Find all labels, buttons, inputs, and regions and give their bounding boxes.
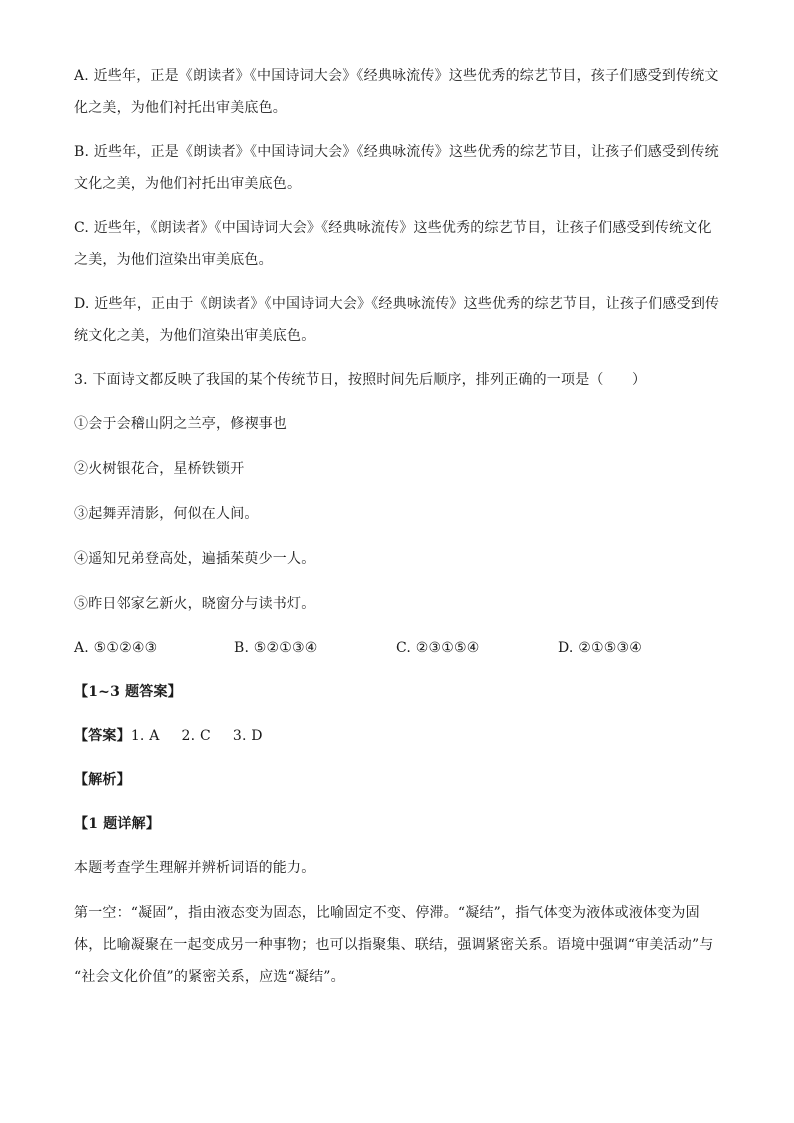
q3-option-d: D. ②①⑤③④ <box>558 640 642 656</box>
q2-option-d <box>74 288 722 352</box>
q2-option-d-line2: 统文化之美，为他们渲染出审美底色。 <box>74 328 316 344</box>
answer-section-heading <box>74 676 722 708</box>
detail-heading <box>74 808 722 840</box>
analysis-intro <box>74 852 722 884</box>
analysis-paragraph <box>74 897 722 993</box>
q3-option-a: A. ⑤①②④③ <box>74 640 158 656</box>
q3-stem <box>74 364 722 396</box>
q2-option-c-line1: C. 近些年，《朗读者》《中国诗词大会》《经典咏流传》这些优秀的综艺节目，让孩子们感受到传统文化 <box>74 220 712 236</box>
q3-item-text: ⑤昨日邻家乞新火，晓窗分与读书灯。 <box>74 596 316 612</box>
q3-options-row <box>74 632 722 664</box>
q2-option-a <box>74 60 722 124</box>
q3-item-1 <box>74 408 722 440</box>
answer-line <box>74 720 722 752</box>
q2-option-c <box>74 212 722 276</box>
q3-item-3 <box>74 498 722 530</box>
q3-item-text: ①会于会稽山阴之兰亭，修禊事也 <box>74 416 287 432</box>
q3-stem-text: 3. 下面诗文都反映了我国的某个传统节日，按照时间先后顺序，排列正确的一项是（ ） <box>74 372 647 388</box>
answer-item: 3. D <box>232 728 263 744</box>
heading-text: 【1~3 题答案】 <box>74 684 182 700</box>
q3-item-4 <box>74 543 722 575</box>
q2-option-d-line1: D. 近些年，正由于《朗读者》《中国诗词大会》《经典咏流传》这些优秀的综艺节目，让孩子们感受到传 <box>74 296 720 312</box>
q3-item-text: ②火树银花合，星桥铁锁开 <box>74 461 245 477</box>
intro-text: 本题考查学生理解并辨析词语的能力。 <box>74 860 316 876</box>
q2-option-b-line2: 文化之美，为他们衬托出审美底色。 <box>74 176 302 192</box>
q3-item-5 <box>74 588 722 620</box>
q3-option-c: C. ②③①⑤④ <box>396 640 480 656</box>
q2-option-a-line1: A. 近些年，正是《朗读者》《中国诗词大会》《经典咏流传》这些优秀的综艺节目，孩子们感受到传统文 <box>74 68 719 84</box>
analysis-label-text: 【解析】 <box>74 772 131 788</box>
q2-option-b-line1: B. 近些年，正是《朗读者》《中国诗词大会》《经典咏流传》这些优秀的综艺节目，让孩子们感受到传统 <box>74 144 719 160</box>
q3-item-2 <box>74 453 722 485</box>
answer-item: 1. A <box>130 728 160 744</box>
answer-label: 【答案】 <box>74 728 131 744</box>
answer-item: 2. C <box>181 728 211 744</box>
q2-option-c-line2: 之美，为他们渲染出审美底色。 <box>74 252 273 268</box>
paragraph-line: 体，比喻凝聚在一起变成另一种事物；也可以指聚集、联结，强调紧密关系。语境中强调“审美活动”与 <box>74 937 714 953</box>
paragraph-line: 第一空：“凝固”，指由液态变为固态，比喻固定不变、停滞。“凝结”，指气体变为液体或液体变为固 <box>74 905 700 921</box>
paragraph-line: “社会文化价值”的紧密关系，应选“凝结”。 <box>74 969 345 985</box>
detail-heading-text: 【1 题详解】 <box>74 816 161 832</box>
q3-item-text: ③起舞弄清影，何似在人间。 <box>74 506 259 522</box>
q3-item-text: ④遥知兄弟登高处，遍插茱萸少一人。 <box>74 551 316 567</box>
q2-option-a-line2: 化之美，为他们衬托出审美底色。 <box>74 100 287 116</box>
analysis-label <box>74 764 722 796</box>
q2-option-b <box>74 136 722 200</box>
q3-option-b: B. ⑤②①③④ <box>234 640 318 656</box>
